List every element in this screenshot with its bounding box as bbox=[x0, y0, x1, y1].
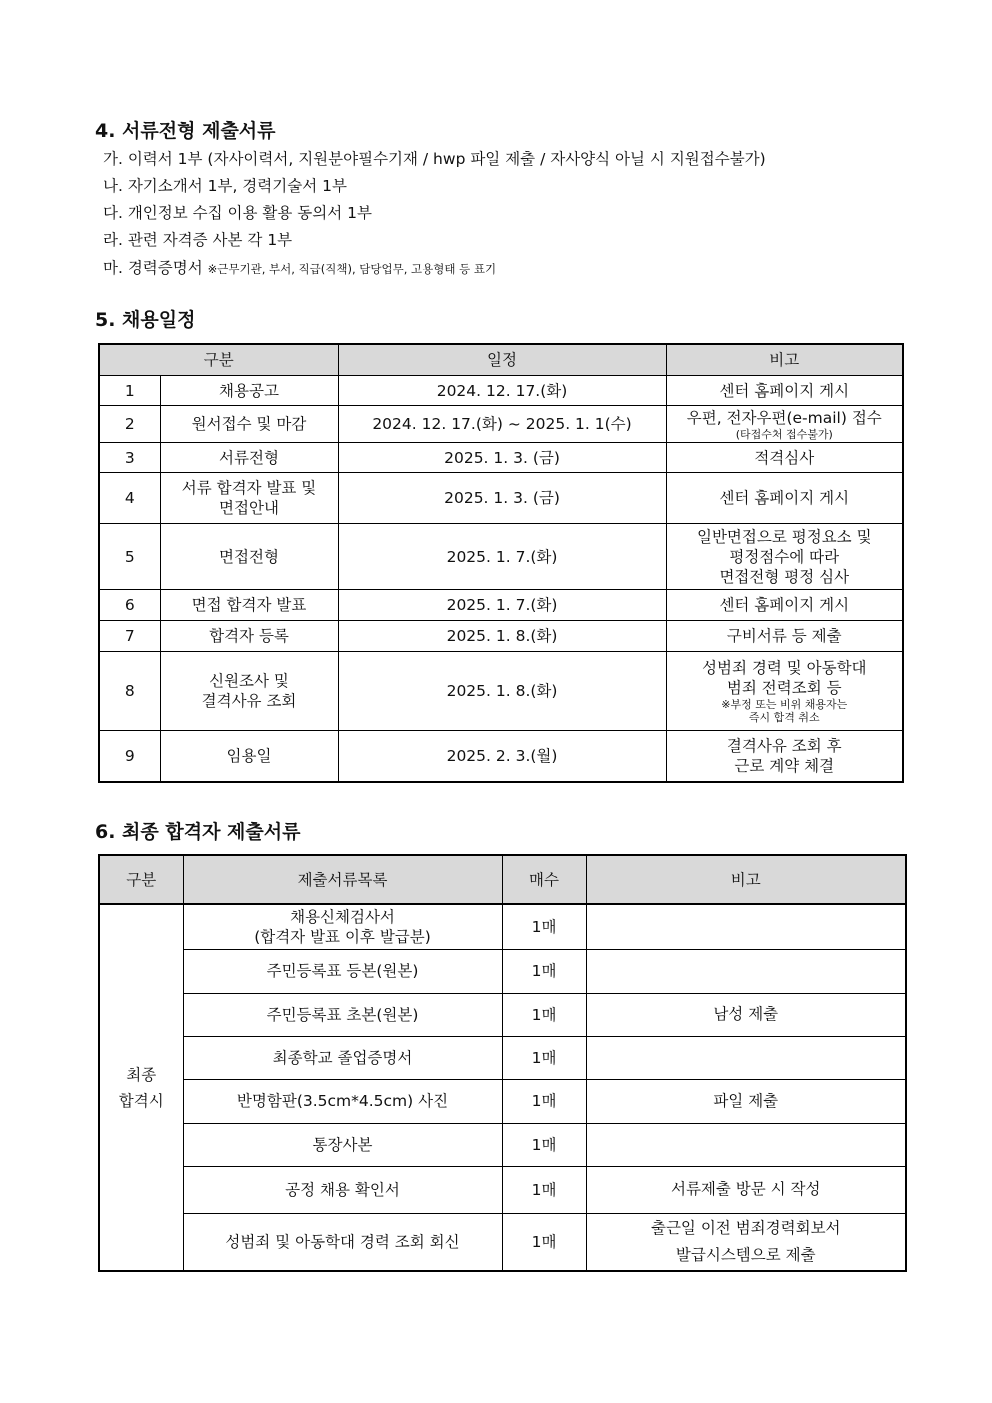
schedule-row bbox=[99, 443, 903, 473]
schedule-remark bbox=[666, 376, 903, 406]
schedule-name bbox=[160, 406, 338, 443]
schedule-date: 2025. 1. 3. (금) bbox=[338, 443, 666, 473]
final-doc bbox=[183, 949, 502, 993]
final-count: 1매 bbox=[502, 1123, 586, 1166]
schedule-no: 1 bbox=[99, 376, 160, 406]
section4-item-text: 가. 이력서 1부 (자사이력서, 지원분야필수기재 / hwp 파일 제출 / 자사양식 아닐 시 지원접수불가) bbox=[103, 150, 766, 168]
final-doc bbox=[183, 1079, 502, 1123]
schedule-no: 8 bbox=[99, 652, 160, 731]
section4-item-text: 마. 경력증명서 bbox=[103, 259, 208, 277]
final-doc-line: 최종학교 졸업증명서 bbox=[272, 1048, 413, 1067]
schedule-date: 2024. 12. 17.(화) bbox=[338, 376, 666, 406]
schedule-date: 2024. 12. 17.(화) ~ 2025. 1. 1(수) bbox=[338, 406, 666, 443]
schedule-remark-line: 센터 홈페이지 게시 bbox=[719, 596, 850, 614]
schedule-header-category: 구분 bbox=[99, 344, 338, 376]
final-doc bbox=[183, 1123, 502, 1166]
schedule-name-line: 서류전형 bbox=[219, 448, 279, 467]
schedule-remark-line: 평정점수에 따라 bbox=[729, 547, 840, 566]
schedule-date: 2025. 1. 7.(화) bbox=[338, 524, 666, 590]
schedule-remark-line: 근로 계약 체결 bbox=[734, 756, 835, 775]
schedule-name-line: 면접안내 bbox=[219, 499, 279, 517]
final-doc bbox=[183, 1213, 502, 1271]
final-remark bbox=[586, 1166, 906, 1213]
schedule-remark bbox=[666, 590, 903, 621]
schedule-remark-line: 면접전형 평정 심사 bbox=[719, 567, 850, 586]
schedule-name-line: 원서접수 및 마감 bbox=[191, 415, 307, 433]
final-category-line: 합격시 bbox=[118, 1091, 164, 1110]
schedule-row bbox=[99, 652, 903, 731]
final-remark-line: 발급시스템으로 제출 bbox=[675, 1245, 816, 1264]
final-row bbox=[99, 993, 906, 1036]
schedule-name-line: 신원조사 및 bbox=[209, 672, 289, 690]
section4-item bbox=[103, 228, 292, 250]
schedule-row bbox=[99, 473, 903, 524]
final-header-row bbox=[99, 855, 906, 904]
final-doc-line: 공정 채용 확인서 bbox=[285, 1180, 400, 1199]
section4-item bbox=[103, 201, 372, 223]
section4-item bbox=[103, 256, 496, 278]
final-header-count: 매수 bbox=[502, 855, 586, 904]
schedule-name-line: 면접전형 bbox=[219, 547, 279, 566]
final-doc-line: 주민등록표 등본(원본) bbox=[266, 962, 419, 980]
final-count: 1매 bbox=[502, 1166, 586, 1213]
final-row bbox=[99, 1213, 906, 1271]
schedule-body bbox=[99, 376, 903, 782]
schedule-no: 7 bbox=[99, 621, 160, 652]
final-row bbox=[99, 904, 906, 949]
section4-item bbox=[103, 147, 766, 169]
final-header-category: 구분 bbox=[99, 855, 183, 904]
final-count: 1매 bbox=[502, 993, 586, 1036]
final-doc bbox=[183, 1166, 502, 1213]
schedule-date: 2025. 2. 3.(월) bbox=[338, 731, 666, 782]
final-row bbox=[99, 1166, 906, 1213]
section6-title: 6. 최종 합격자 제출서류 bbox=[95, 821, 301, 843]
schedule-header-remark: 비고 bbox=[666, 344, 903, 376]
schedule-remark bbox=[666, 731, 903, 782]
section5-title: 5. 채용일정 bbox=[95, 309, 196, 331]
schedule-date: 2025. 1. 7.(화) bbox=[338, 590, 666, 621]
schedule-name bbox=[160, 621, 338, 652]
schedule-remark-line: 결격사유 조회 후 bbox=[726, 736, 842, 755]
final-remark bbox=[586, 1123, 906, 1166]
schedule-name bbox=[160, 443, 338, 473]
schedule-name-line: 채용공고 bbox=[219, 381, 279, 400]
final-docs-table bbox=[98, 854, 907, 1272]
schedule-no: 9 bbox=[99, 731, 160, 782]
final-row bbox=[99, 1079, 906, 1123]
schedule-no: 5 bbox=[99, 524, 160, 590]
schedule-date: 2025. 1. 8.(화) bbox=[338, 621, 666, 652]
final-doc bbox=[183, 904, 502, 949]
final-remark bbox=[586, 1213, 906, 1271]
final-row bbox=[99, 949, 906, 993]
schedule-no: 2 bbox=[99, 406, 160, 443]
schedule-remark-line: 우편, 전자우편(e-mail) 접수 bbox=[686, 408, 882, 427]
schedule-remark-line: 적격심사 bbox=[754, 448, 815, 467]
final-remark-line: 출근일 이전 범죄경력회보서 bbox=[650, 1218, 841, 1237]
schedule-date: 2025. 1. 8.(화) bbox=[338, 652, 666, 731]
final-remark bbox=[586, 993, 906, 1036]
final-remark-line: 남성 제출 bbox=[713, 1005, 779, 1023]
schedule-row bbox=[99, 406, 903, 443]
section4-item-note: ※근무기관, 부서, 직급(직책), 담당업무, 고용형태 등 표기 bbox=[207, 262, 497, 276]
schedule-name-line: 합격자 등록 bbox=[209, 627, 289, 645]
schedule-name-line: 결격사유 조회 bbox=[201, 692, 297, 710]
schedule-remark-note: (타접수처 접수불가) bbox=[735, 427, 833, 441]
schedule-name bbox=[160, 376, 338, 406]
final-header-remark: 비고 bbox=[586, 855, 906, 904]
schedule-remark-line: 일반면접으로 평정요소 및 bbox=[696, 527, 872, 546]
final-doc-line: 통장사본 bbox=[312, 1135, 373, 1154]
final-doc-line: (합격자 발표 이후 발급분) bbox=[254, 927, 431, 946]
section4-item bbox=[103, 174, 347, 196]
final-doc-line: 반명함판(3.5cm*4.5cm) 사진 bbox=[236, 1092, 449, 1110]
schedule-no: 6 bbox=[99, 590, 160, 621]
final-header-doc: 제출서류목록 bbox=[183, 855, 502, 904]
schedule-remark-note: ※부정 또는 비위 채용자는 bbox=[721, 698, 848, 711]
final-count: 1매 bbox=[502, 949, 586, 993]
final-category-line: 최종 bbox=[126, 1065, 157, 1084]
section4-title: 4. 서류전형 제출서류 bbox=[95, 120, 276, 142]
final-remark bbox=[586, 949, 906, 993]
schedule-row bbox=[99, 524, 903, 590]
schedule-row bbox=[99, 590, 903, 621]
schedule-name bbox=[160, 473, 338, 524]
schedule-header-date: 일정 bbox=[338, 344, 666, 376]
schedule-remark-line: 센터 홈페이지 게시 bbox=[719, 489, 850, 507]
schedule-row bbox=[99, 621, 903, 652]
schedule-name bbox=[160, 524, 338, 590]
schedule-remark-line: 센터 홈페이지 게시 bbox=[719, 381, 850, 400]
schedule-no: 4 bbox=[99, 473, 160, 524]
final-count: 1매 bbox=[502, 1213, 586, 1271]
section4-item-text: 라. 관련 자격증 사본 각 1부 bbox=[103, 231, 293, 249]
schedule-name bbox=[160, 652, 338, 731]
schedule-name bbox=[160, 590, 338, 621]
final-remark-line: 파일 제출 bbox=[713, 1091, 779, 1110]
final-remark bbox=[586, 1036, 906, 1079]
schedule-name-line: 면접 합격자 발표 bbox=[191, 596, 307, 614]
final-count: 1매 bbox=[502, 1036, 586, 1079]
final-doc-line: 주민등록표 초본(원본) bbox=[266, 1005, 419, 1024]
schedule-remark-line: 성범죄 경력 및 아동학대 bbox=[702, 659, 867, 677]
schedule-remark bbox=[666, 406, 903, 443]
schedule-remark bbox=[666, 524, 903, 590]
final-doc bbox=[183, 1036, 502, 1079]
schedule-remark bbox=[666, 652, 903, 731]
schedule-row bbox=[99, 731, 903, 782]
final-category bbox=[99, 904, 183, 1271]
schedule-remark-line: 범죄 전력조회 등 bbox=[726, 679, 842, 697]
schedule-date: 2025. 1. 3. (금) bbox=[338, 473, 666, 524]
schedule-remark-note: 즉시 합격 취소 bbox=[748, 711, 820, 724]
schedule-remark bbox=[666, 621, 903, 652]
final-remark bbox=[586, 1079, 906, 1123]
final-doc bbox=[183, 993, 502, 1036]
final-count: 1매 bbox=[502, 904, 586, 949]
schedule-name-line: 임용일 bbox=[226, 746, 272, 765]
schedule-remark bbox=[666, 473, 903, 524]
schedule-name bbox=[160, 731, 338, 782]
final-remark bbox=[586, 904, 906, 949]
schedule-name-line: 서류 합격자 발표 및 bbox=[181, 479, 317, 497]
final-count: 1매 bbox=[502, 1079, 586, 1123]
schedule-header-row bbox=[99, 344, 903, 376]
final-remark-line: 서류제출 방문 시 작성 bbox=[670, 1180, 821, 1198]
final-doc-line: 성범죄 및 아동학대 경력 조회 회신 bbox=[225, 1232, 460, 1251]
final-doc-line: 채용신체검사서 bbox=[290, 907, 395, 926]
schedule-row bbox=[99, 376, 903, 406]
schedule-table bbox=[98, 343, 904, 783]
schedule-remark-line: 구비서류 등 제출 bbox=[726, 627, 842, 645]
section4-item-text: 다. 개인정보 수집 이용 활용 동의서 1부 bbox=[103, 204, 372, 222]
schedule-remark bbox=[666, 443, 903, 473]
schedule-no: 3 bbox=[99, 443, 160, 473]
final-docs-body bbox=[99, 904, 906, 1271]
section4-item-text: 나. 자기소개서 1부, 경력기술서 1부 bbox=[103, 177, 347, 195]
final-row bbox=[99, 1036, 906, 1079]
final-row bbox=[99, 1123, 906, 1166]
